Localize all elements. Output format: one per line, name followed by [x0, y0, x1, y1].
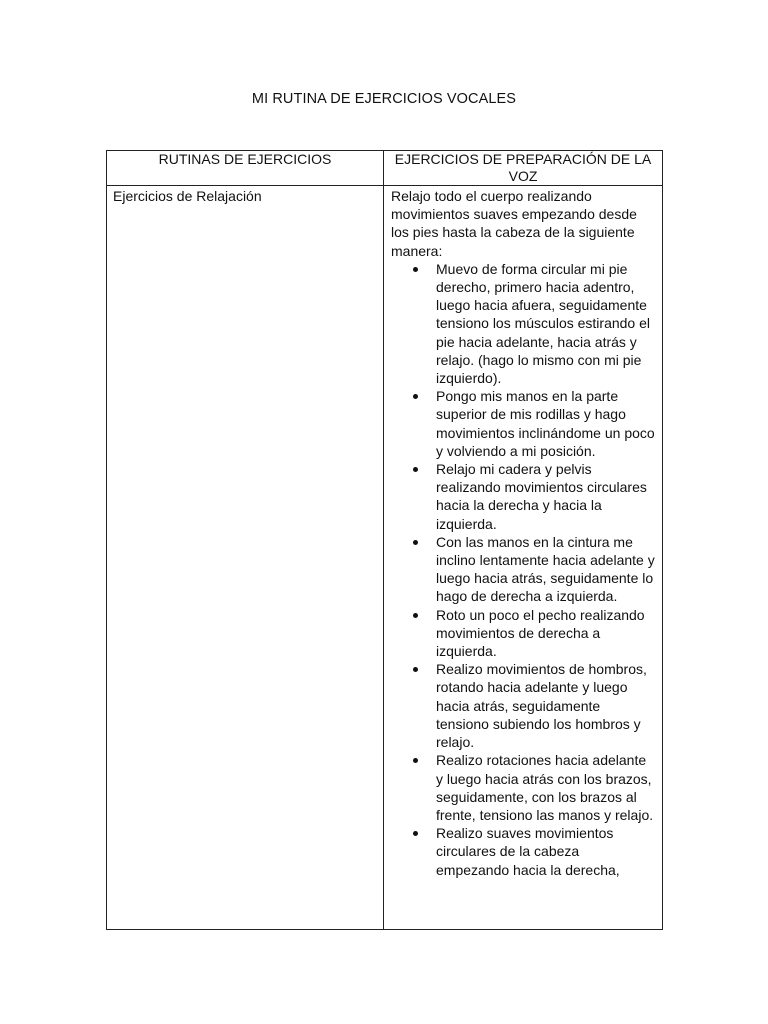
bullet-icon	[413, 667, 418, 672]
routine-table	[106, 150, 663, 930]
step-text: Realizo movimientos de hombros, rotando hacia adelante y luego hacia atrás, seguidamente tensiono subiendo los hombros y relajo.	[436, 661, 647, 751]
table-row	[107, 186, 663, 930]
step-item	[390, 387, 658, 460]
bullet-icon	[413, 540, 418, 545]
step-item	[390, 824, 658, 879]
table-header-row	[107, 151, 663, 186]
header-routines: RUTINAS DE EJERCICIOS	[107, 151, 384, 186]
step-item	[390, 660, 658, 751]
description-intro: Relajo todo el cuerpo realizando movimientos suaves empezando desde los pies hasta la cabeza de la siguiente manera:	[391, 188, 637, 259]
bullet-icon	[413, 831, 418, 836]
header-voice-preparation: EJERCICIOS DE PREPARACIÓN DE LA VOZ	[384, 151, 663, 186]
steps-list	[390, 260, 658, 879]
routine-name-cell: Ejercicios de Relajación	[107, 186, 384, 930]
step-text: Roto un poco el pecho realizando movimientos de derecha a izquierda.	[436, 606, 645, 660]
step-text: Con las manos en la cintura me inclino lentamente hacia adelante y luego hacia atrás, seguidamente lo hago de derecha a izquierda.	[436, 533, 655, 605]
bullet-icon	[413, 267, 418, 272]
step-text: Pongo mis manos en la parte superior de mis rodillas y hago movimientos inclinándome un poco y volviendo a mi posición.	[436, 388, 655, 459]
step-item	[390, 260, 658, 387]
step-text: Realizo suaves movimientos circulares de la cabeza empezando hacia la derecha,	[436, 825, 620, 878]
bullet-icon	[413, 613, 418, 618]
bullet-icon	[413, 758, 418, 763]
document-title: MI RUTINA DE EJERCICIOS VOCALES	[251, 91, 517, 107]
step-text: Realizo rotaciones hacia adelante y luego hacia atrás con los brazos, seguidamente, con los brazos al frente, tensiono las manos y relajo.	[436, 752, 654, 823]
step-text: Relajo mi cadera y pelvis realizando movimientos circulares hacia la derecha y hacia la izquierda.	[436, 461, 647, 532]
step-item	[390, 606, 658, 661]
step-item	[390, 533, 658, 606]
bullet-icon	[413, 467, 418, 472]
step-item	[390, 751, 658, 824]
step-item	[390, 460, 658, 533]
bullet-icon	[413, 394, 418, 399]
step-text: Muevo de forma circular mi pie derecho, primero hacia adentro, luego hacia afuera, seguidamente tensiono los músculos estirando el pie hacia adelante, hacia atrás y relajo. (hago lo mismo con mi pie izquierdo).	[436, 260, 651, 387]
routine-description-cell	[384, 186, 663, 930]
